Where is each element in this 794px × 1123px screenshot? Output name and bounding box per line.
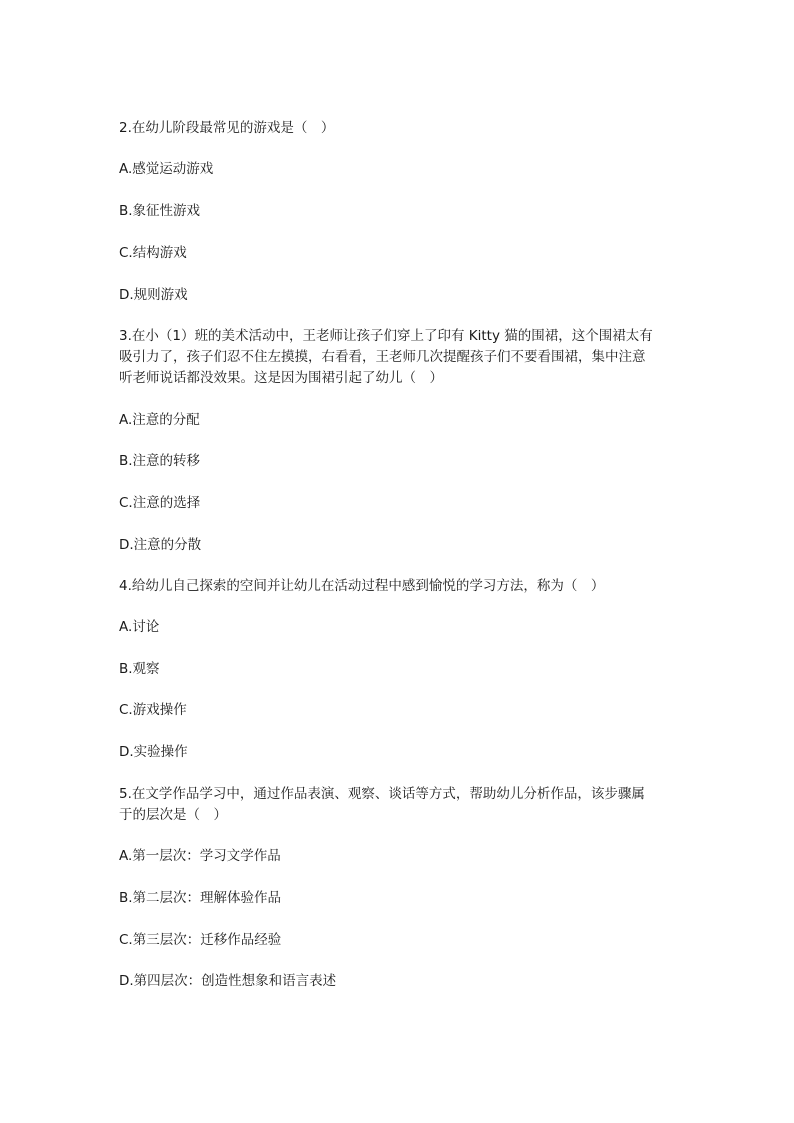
question-4-option-d: D.实验操作: [119, 744, 188, 760]
question-3-option-d: D.注意的分散: [119, 537, 202, 553]
question-3-option-c: C.注意的选择: [119, 495, 201, 511]
question-3-stem-line-1: 3.在小（1）班的美术活动中，王老师让孩子们穿上了印有 Kitty 猫的围裙，这个围裙太有: [119, 328, 653, 344]
question-2-stem: 2.在幼儿阶段最常见的游戏是（ ）: [119, 120, 335, 136]
question-5-option-c: C.第三层次：迁移作品经验: [119, 932, 282, 948]
question-2-option-c: C.结构游戏: [119, 245, 187, 261]
question-3-option-b: B.注意的转移: [119, 453, 201, 469]
question-5-stem-line-1: 5.在文学作品学习中，通过作品表演、观察、谈话等方式，帮助幼儿分析作品，该步骤属: [119, 786, 645, 802]
question-4-option-b: B.观察: [119, 661, 160, 677]
question-3-option-a: A.注意的分配: [119, 412, 200, 428]
question-5-option-d: D.第四层次：创造性想象和语言表述: [119, 973, 337, 989]
question-2-option-b: B.象征性游戏: [119, 203, 201, 219]
question-5-option-a: A.第一层次：学习文学作品: [119, 848, 281, 864]
question-2-option-d: D.规则游戏: [119, 287, 188, 303]
question-5-option-b: B.第二层次：理解体验作品: [119, 890, 282, 906]
question-5-stem-line-2: 于的层次是（ ）: [119, 807, 227, 823]
question-4-option-c: C.游戏操作: [119, 702, 187, 718]
question-2-option-a: A.感觉运动游戏: [119, 161, 214, 177]
question-4-stem: 4.给幼儿自己探索的空间并让幼儿在活动过程中感到愉悦的学习方法，称为（ ）: [119, 578, 605, 594]
question-4-option-a: A.讨论: [119, 619, 160, 635]
question-3-stem-line-2: 吸引力了，孩子们忍不住左摸摸，右看看，王老师几次提醒孩子们不要看围裙，集中注意: [119, 349, 646, 365]
question-3-stem-line-3: 听老师说话都没效果。这是因为围裙引起了幼儿（ ）: [119, 370, 443, 386]
